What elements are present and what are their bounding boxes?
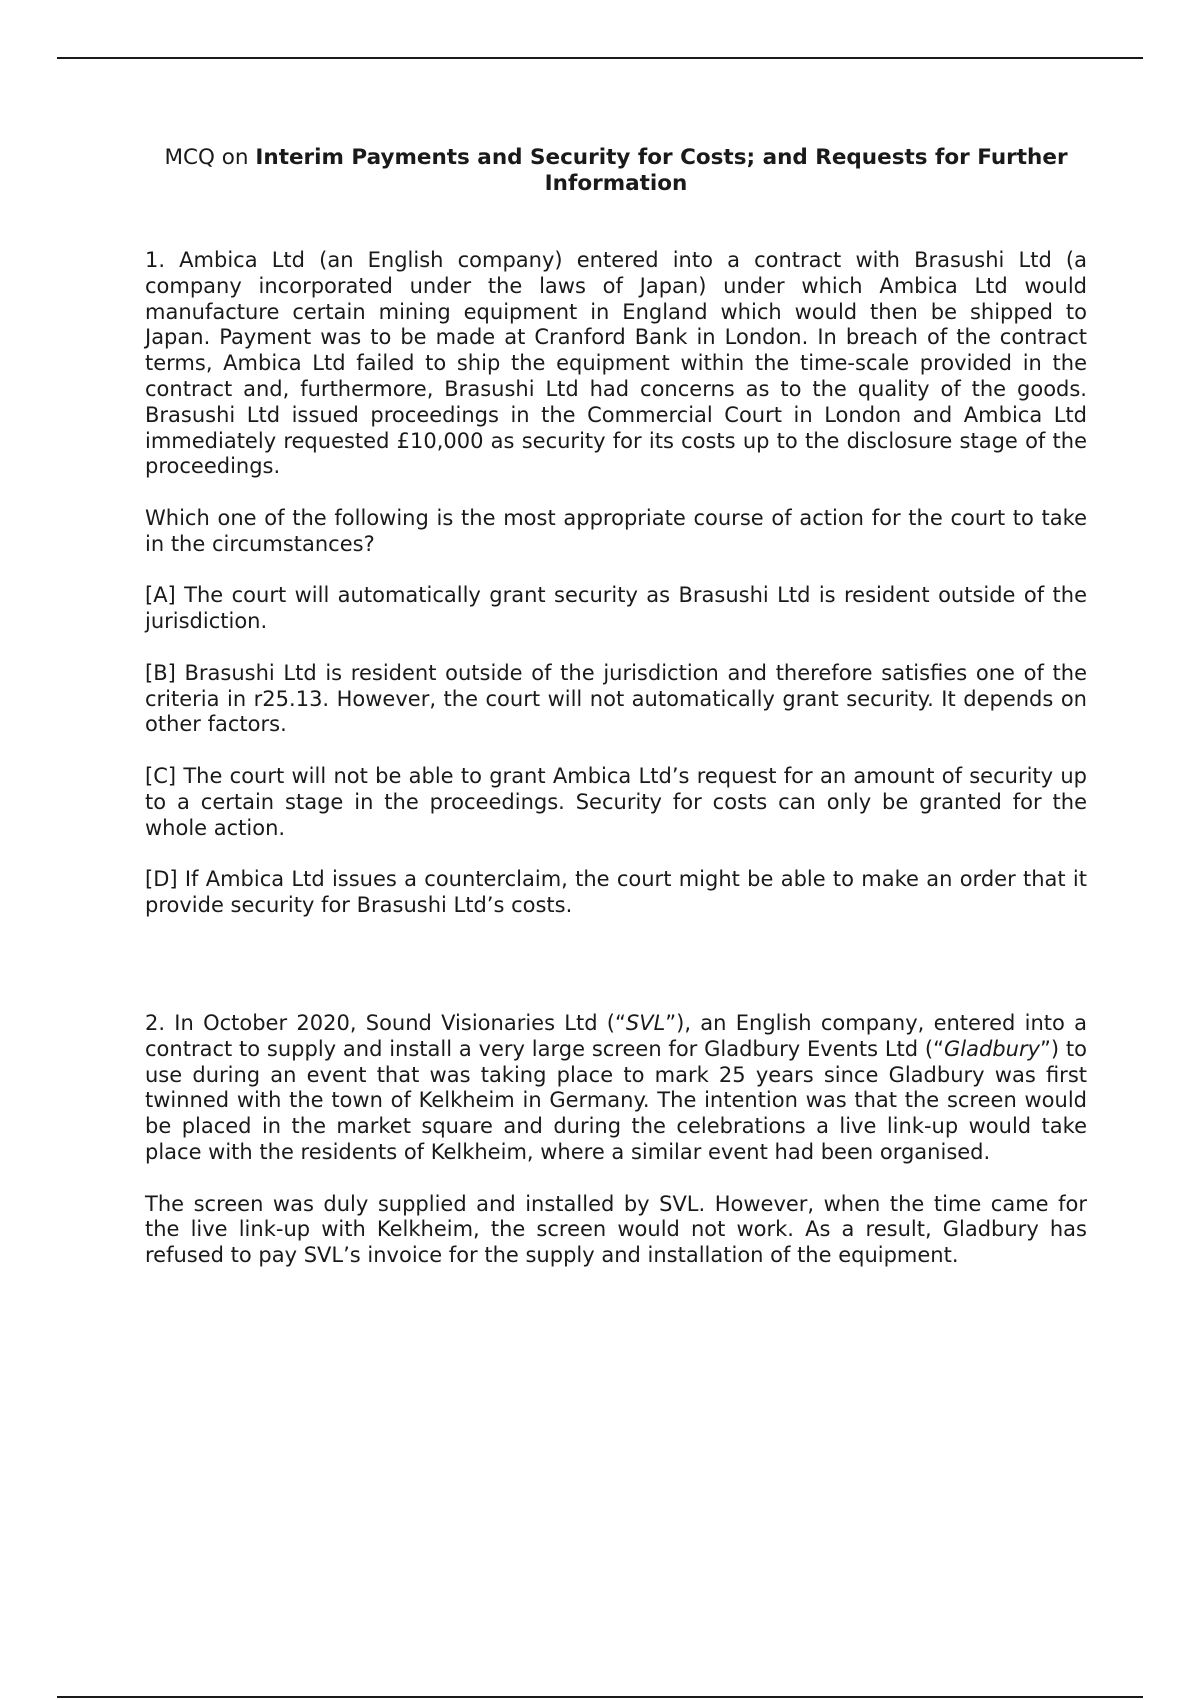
q2-text-part: 2. In October 2020, Sound Visionaries Ltd (“ bbox=[145, 1011, 626, 1035]
option-a: [A] The court will automatically grant security as Brasushi Ltd is resident outside of the jurisdiction. bbox=[145, 583, 1087, 634]
question-1-prompt: Which one of the following is the most appropriate course of action for the court to take in the circumstances? bbox=[145, 505, 1087, 556]
q2-defined-term-gladbury: Gladbury bbox=[944, 1036, 1041, 1061]
option-c: [C] The court will not be able to grant Ambica Ltd’s request for an amount of security up to a certain stage in the proceedings. Security for costs can only be granted for the whole action. bbox=[145, 763, 1087, 840]
q2-text-part: ”) to use during an event that was taking place to mark 25 years since Gladbury was first twinned with the town of Kelkheim in Germany. The intention was that the screen would be placed in the market square and during the celebrations a live link-up would take place with the residents of Kelkheim, where a similar event had been organised. bbox=[145, 1036, 1087, 1164]
question-2-scenario bbox=[145, 1011, 1087, 1166]
page-title bbox=[145, 145, 1087, 197]
question-1 bbox=[145, 248, 1087, 919]
question-1-scenario: 1. Ambica Ltd (an English company) entered into a contract with Brasushi Ltd (a company incorporated under the laws of Japan) under which Ambica Ltd would manufacture certain mining equipment in England which would then be shipped to Japan. Payment was to be made at Cranford Bank in London. In breach of the contract terms, Ambica Ltd failed to ship the equipment within the time-scale provided in the contract and, furthermore, Brasushi Ltd had concerns as to the quality of the goods. Brasushi Ltd issued proceedings in the Commercial Court in London and Ambica Ltd immediately requested £10,000 as security for its costs up to the disclosure stage of the proceedings. bbox=[145, 248, 1087, 479]
question-2 bbox=[145, 1011, 1087, 1269]
top-rule bbox=[57, 57, 1143, 59]
bottom-rule bbox=[57, 1696, 1143, 1698]
title-prefix: MCQ on bbox=[164, 145, 249, 170]
q2-defined-term-svl: SVL bbox=[625, 1011, 666, 1035]
q2-text-part: ”), an English company, entered into a contract to supply and install a very large screen for Gladbury Events Ltd (“ bbox=[145, 1011, 1087, 1061]
question-2-facts: The screen was duly supplied and installed by SVL. However, when the time came for the live link-up with Kelkheim, the screen would not work. As a result, Gladbury has refused to pay SVL’s invoice for the supply and installation of the equipment. bbox=[145, 1191, 1087, 1268]
option-d: [D] If Ambica Ltd issues a counterclaim, the court might be able to make an order that it provide security for Brasushi Ltd’s costs. bbox=[145, 867, 1087, 917]
option-b: [B] Brasushi Ltd is resident outside of the jurisdiction and therefore satisfies one of the criteria in r25.13. However, the court will not automatically grant security. It depends on other factors. bbox=[145, 660, 1087, 737]
title-text: Interim Payments and Security for Costs; and Requests for Further Information bbox=[255, 145, 1068, 196]
